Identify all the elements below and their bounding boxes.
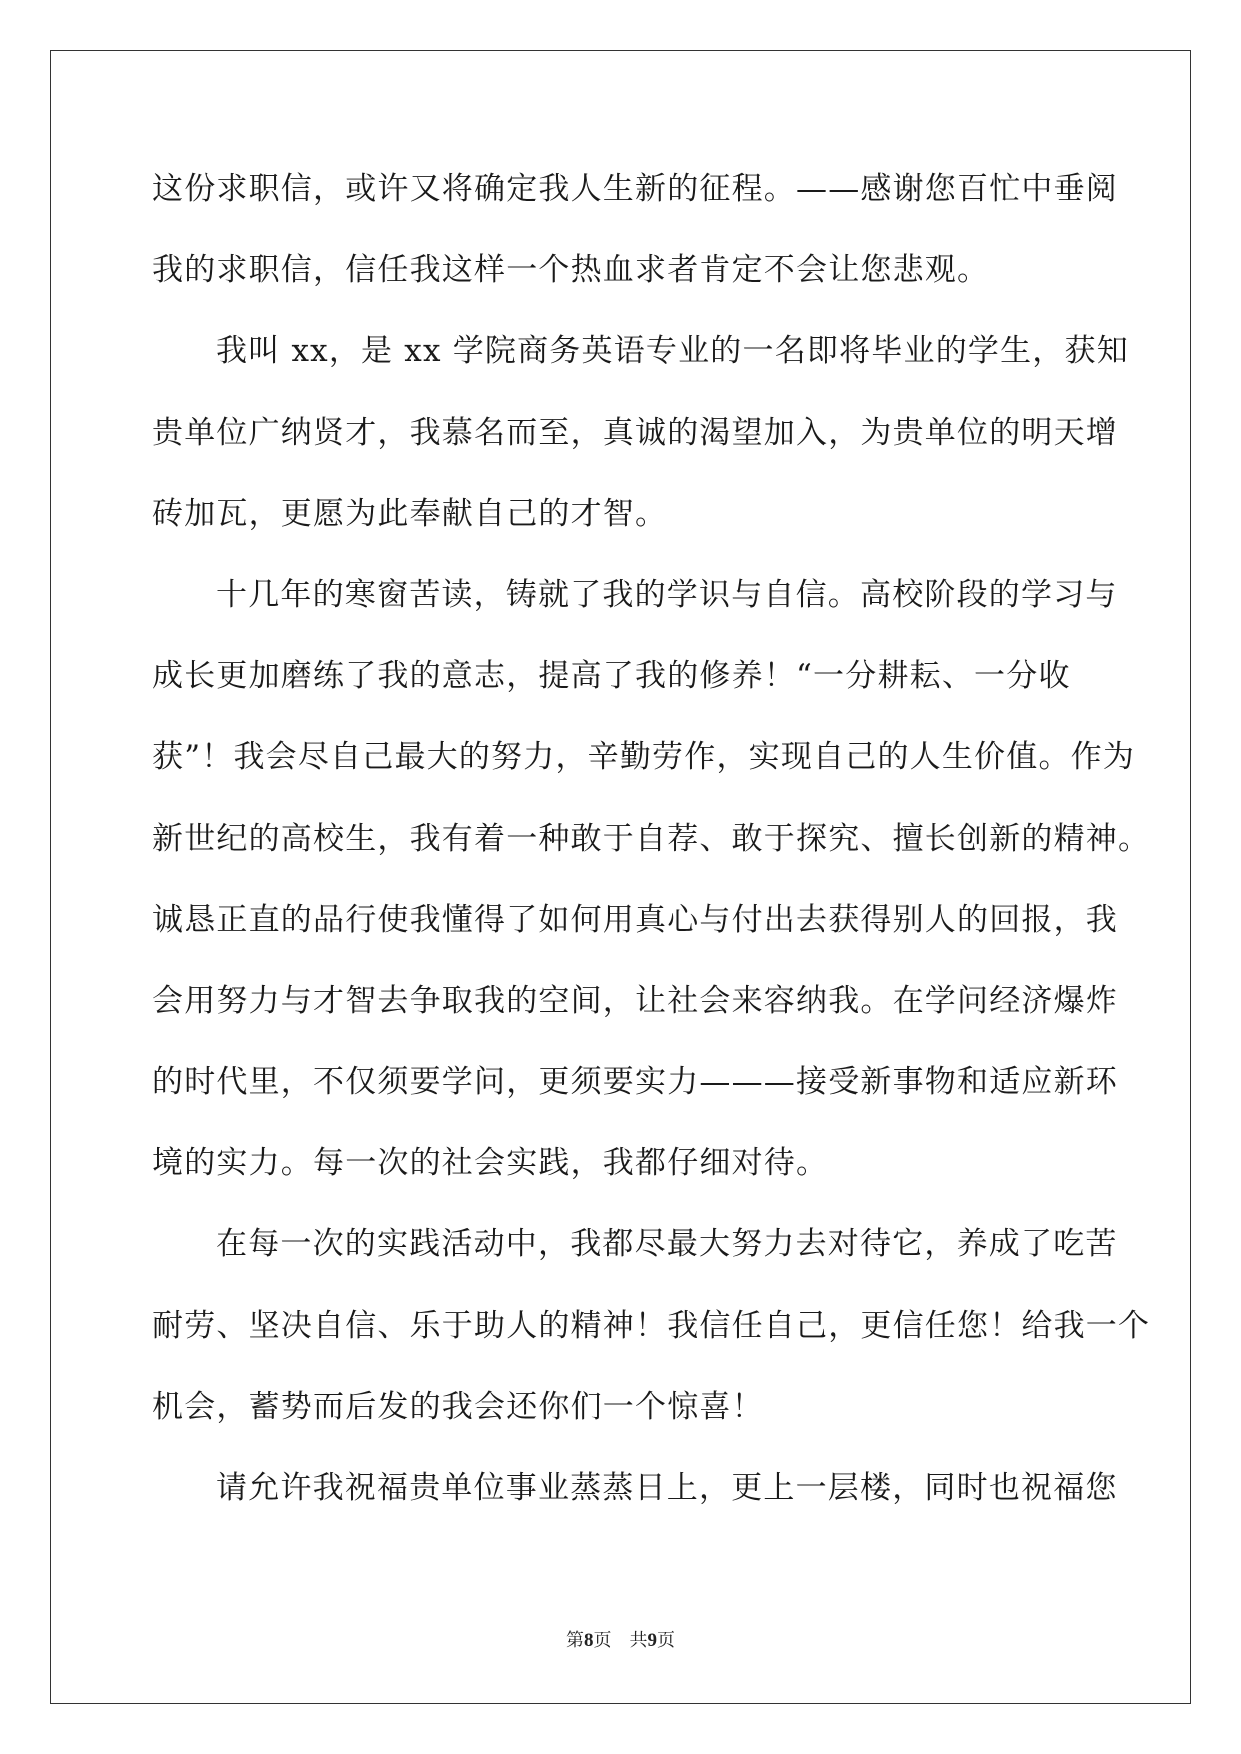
text-line: 的时代里，不仅须要学问，更须要实力———接受新事物和适应新环 [152, 1064, 1118, 1101]
page-number-footer [0, 1626, 1241, 1652]
paragraph-start-line: 在每一次的实践活动中，我都尽最大努力去对待它，养成了吃苦 [216, 1226, 1118, 1263]
paragraph-start-line: 十几年的寒窗苦读，铸就了我的学识与自信。高校阶段的学习与 [216, 576, 1118, 613]
paragraph-start-line: 我叫 xx，是 xx 学院商务英语专业的一名即将毕业的学生，获知 [216, 333, 1129, 370]
text-line: 获”！我会尽自己最大的努力，辛勤劳作，实现自己的人生价值。作为 [152, 739, 1136, 776]
text-line: 机会，蓄势而后发的我会还你们一个惊喜！ [152, 1388, 764, 1425]
text-line: 境的实力。每一次的社会实践，我都仔细对待。 [152, 1145, 829, 1182]
page-prefix: 第 [566, 1630, 584, 1651]
text-line: 成长更加磨练了我的意志，提高了我的修养！“一分耕耘、一分收 [152, 658, 1071, 695]
paragraph-start-line: 请允许我祝福贵单位事业蒸蒸日上，更上一层楼，同时也祝福您 [216, 1470, 1118, 1506]
text-line: 新世纪的高校生，我有着一种敢于自荐、敢于探究、擅长创新的精神。 [152, 820, 1151, 857]
text-line: 贵单位广纳贤才，我慕名而至，真诚的渴望加入，为贵单位的明天增 [152, 414, 1118, 451]
text-line: 会用努力与才智去争取我的空间，让社会来容纳我。在学问经济爆炸 [152, 982, 1118, 1019]
letter-body [152, 160, 1151, 1540]
text-line: 诚恳正直的品行使我懂得了如何用真心与付出去获得别人的回报，我 [152, 901, 1118, 938]
text-line: 耐劳、坚决自信、乐于助人的精神！我信任自己，更信任您！给我一个 [152, 1307, 1151, 1344]
text-line: 砖加瓦，更愿为此奉献自己的才智。 [152, 495, 668, 532]
total-page-number: 9 [647, 1630, 657, 1651]
current-page-number: 8 [584, 1630, 594, 1651]
text-line: 我的求职信，信任我这样一个热血求者肯定不会让您悲观。 [152, 252, 990, 289]
page-mid: 页 共 [593, 1630, 648, 1651]
page-suffix: 页 [657, 1630, 675, 1651]
text-line: 这份求职信，或许又将确定我人生新的征程。——感谢您百忙中垂阅 [152, 171, 1118, 207]
